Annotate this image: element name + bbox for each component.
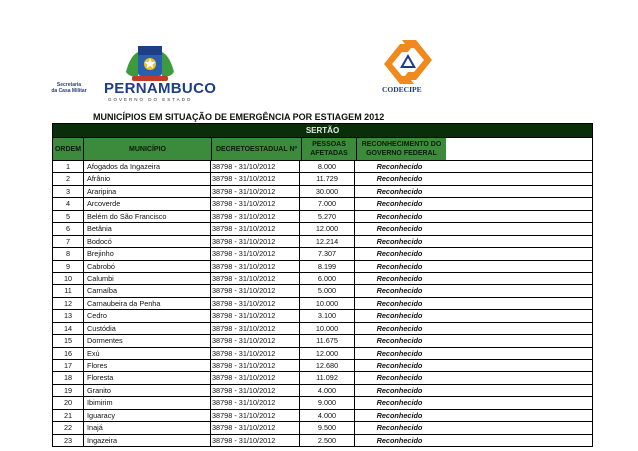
row-decreto: 38798 - 31/10/2012	[211, 397, 300, 408]
row-status: Reconhecido	[376, 336, 423, 346]
row-ordem: 9	[53, 261, 84, 272]
row-pessoas: 9.000	[300, 397, 355, 408]
row-status: Reconhecido	[376, 236, 423, 246]
row-ordem: 23	[53, 435, 84, 446]
row-municipio: Afrânio	[84, 173, 211, 184]
row-status: Reconhecido	[376, 261, 423, 271]
row-status: Reconhecido	[376, 162, 423, 171]
row-status: Reconhecido	[376, 211, 423, 221]
row-status: Reconhecido	[376, 286, 423, 296]
row-status: Reconhecido	[376, 186, 423, 196]
row-municipio: Exú	[84, 348, 211, 359]
row-ordem: 21	[53, 410, 84, 421]
row-municipio: Belém do São Francisco	[84, 211, 211, 222]
row-pessoas: 8.000	[300, 161, 355, 172]
row-status: Reconhecido	[376, 398, 423, 408]
row-municipio: Flores	[84, 360, 211, 371]
table-row	[53, 323, 592, 335]
row-pessoas: 11.092	[300, 372, 355, 383]
row-decreto: 38798 - 31/10/2012	[211, 385, 300, 396]
row-pessoas: 8.199	[300, 261, 355, 272]
row-pessoas: 3.100	[300, 310, 355, 321]
codecipe-logo-icon	[380, 40, 436, 84]
row-pessoas: 7.307	[300, 248, 355, 259]
row-ordem: 17	[53, 360, 84, 371]
row-ordem: 4	[53, 198, 84, 209]
row-pessoas: 12.000	[300, 223, 355, 234]
row-pessoas: 10.000	[300, 298, 355, 309]
table-header	[52, 138, 593, 161]
emergency-table	[52, 123, 593, 447]
row-decreto: 38798 - 31/10/2012	[211, 273, 300, 284]
row-decreto: 38798 - 31/10/2012	[211, 186, 300, 197]
row-status: Reconhecido	[376, 373, 423, 383]
row-status: Reconhecido	[376, 249, 423, 259]
document-title: MUNICÍPIOS EM SITUAÇÃO DE EMERGÊNCIA POR ESTIAGEM 2012	[93, 112, 385, 122]
table-row	[53, 348, 592, 360]
col-pessoas: PESSOAS AFETADAS	[302, 138, 357, 160]
row-municipio: Araripina	[84, 186, 211, 197]
table-row	[53, 186, 592, 198]
row-municipio: Calumbi	[84, 273, 211, 284]
row-ordem: 2	[53, 173, 84, 184]
col-reconhecimento: RECONHECIMENTO DO GOVERNO FEDERAL	[357, 138, 446, 160]
row-status: Reconhecido	[376, 311, 423, 321]
row-decreto: 38798 - 31/10/2012	[211, 248, 300, 259]
codecipe-label: CODECIPE	[382, 85, 422, 94]
row-ordem: 16	[53, 348, 84, 359]
row-pessoas: 6.000	[300, 273, 355, 284]
row-decreto: 38798 - 31/10/2012	[211, 372, 300, 383]
row-decreto: 38798 - 31/10/2012	[211, 360, 300, 371]
table-row	[53, 248, 592, 260]
table-body	[52, 161, 593, 447]
row-municipio: Arcoverde	[84, 198, 211, 209]
row-pessoas: 5.000	[300, 285, 355, 296]
row-decreto: 38798 - 31/10/2012	[211, 410, 300, 421]
row-municipio: Custódia	[84, 323, 211, 334]
row-municipio: Iguaracy	[84, 410, 211, 421]
table-row	[53, 161, 592, 173]
row-ordem: 13	[53, 310, 84, 321]
row-status: Reconhecido	[376, 323, 423, 333]
row-decreto: 38798 - 31/10/2012	[211, 261, 300, 272]
row-ordem: 10	[53, 273, 84, 284]
row-ordem: 14	[53, 323, 84, 334]
row-pessoas: 7.000	[300, 198, 355, 209]
row-ordem: 1	[53, 161, 84, 172]
table-row	[53, 285, 592, 297]
row-municipio: Dormentes	[84, 335, 211, 346]
col-decreto: DECRETOESTADUAL Nº	[212, 138, 302, 160]
row-municipio: Betânia	[84, 223, 211, 234]
row-pessoas: 12.000	[300, 348, 355, 359]
col-ordem: ORDEM	[53, 138, 84, 160]
table-row	[53, 335, 592, 347]
table-row	[53, 236, 592, 248]
row-ordem: 5	[53, 211, 84, 222]
row-status: Reconhecido	[376, 435, 423, 445]
row-pessoas: 12.214	[300, 236, 355, 247]
table-row	[53, 435, 592, 447]
table-row	[53, 273, 592, 285]
table-row	[53, 422, 592, 434]
row-status: Reconhecido	[376, 348, 423, 358]
table-row	[53, 397, 592, 409]
row-municipio: Granito	[84, 385, 211, 396]
row-ordem: 19	[53, 385, 84, 396]
secretaria-label	[44, 82, 94, 94]
row-status: Reconhecido	[376, 410, 423, 420]
row-pessoas: 11.729	[300, 173, 355, 184]
table-row	[53, 360, 592, 372]
row-pessoas: 4.000	[300, 410, 355, 421]
row-status: Reconhecido	[376, 174, 423, 184]
row-municipio: Inajá	[84, 422, 211, 433]
row-status: Reconhecido	[376, 385, 423, 395]
row-decreto: 38798 - 31/10/2012	[211, 173, 300, 184]
row-ordem: 8	[53, 248, 84, 259]
row-municipio: Cabrobó	[84, 261, 211, 272]
table-row	[53, 211, 592, 223]
table-row	[53, 298, 592, 310]
row-status: Reconhecido	[376, 423, 423, 433]
table-row	[53, 410, 592, 422]
region-header: SERTÃO	[52, 123, 593, 138]
row-ordem: 20	[53, 397, 84, 408]
row-municipio: Cedro	[84, 310, 211, 321]
row-ordem: 18	[53, 372, 84, 383]
row-decreto: 38798 - 31/10/2012	[211, 422, 300, 433]
table-row	[53, 261, 592, 273]
row-pessoas: 12.680	[300, 360, 355, 371]
row-pessoas: 2.500	[300, 435, 355, 446]
row-pessoas: 5.270	[300, 211, 355, 222]
row-status: Reconhecido	[376, 273, 423, 283]
row-municipio: Bodocó	[84, 236, 211, 247]
table-row	[53, 223, 592, 235]
row-decreto: 38798 - 31/10/2012	[211, 161, 300, 172]
table-row	[53, 173, 592, 185]
secretaria-line2: da Casa Militar	[51, 88, 87, 94]
row-municipio: Afogados da Ingazeira	[84, 161, 211, 172]
row-decreto: 38798 - 31/10/2012	[211, 298, 300, 309]
table-row	[53, 385, 592, 397]
row-status: Reconhecido	[376, 199, 423, 209]
row-decreto: 38798 - 31/10/2012	[211, 310, 300, 321]
brand-pernambuco: PERNAMBUCO	[104, 80, 217, 97]
row-ordem: 3	[53, 186, 84, 197]
row-status: Reconhecido	[376, 224, 423, 234]
row-decreto: 38798 - 31/10/2012	[211, 348, 300, 359]
row-status: Reconhecido	[376, 361, 423, 370]
row-decreto: 38798 - 31/10/2012	[211, 223, 300, 234]
row-municipio: Ingazeira	[84, 435, 211, 446]
row-pessoas: 10.000	[300, 323, 355, 334]
col-municipio: MUNICÍPIO	[84, 138, 212, 160]
row-municipio: Carnaíba	[84, 285, 211, 296]
secretaria-line1: Secretaria	[56, 82, 82, 88]
row-ordem: 11	[53, 285, 84, 296]
row-decreto: 38798 - 31/10/2012	[211, 435, 300, 446]
table-row	[53, 310, 592, 322]
row-municipio: Ibimirim	[84, 397, 211, 408]
row-pessoas: 11.675	[300, 335, 355, 346]
row-status: Reconhecido	[376, 298, 423, 308]
row-ordem: 22	[53, 422, 84, 433]
row-decreto: 38798 - 31/10/2012	[211, 285, 300, 296]
row-ordem: 15	[53, 335, 84, 346]
row-ordem: 6	[53, 223, 84, 234]
row-decreto: 38798 - 31/10/2012	[211, 211, 300, 222]
row-municipio: Brejinho	[84, 248, 211, 259]
row-decreto: 38798 - 31/10/2012	[211, 236, 300, 247]
row-decreto: 38798 - 31/10/2012	[211, 335, 300, 346]
table-row	[53, 372, 592, 384]
row-pessoas: 4.000	[300, 385, 355, 396]
row-decreto: 38798 - 31/10/2012	[211, 198, 300, 209]
row-ordem: 7	[53, 236, 84, 247]
row-ordem: 12	[53, 298, 84, 309]
table-row	[53, 198, 592, 210]
row-pessoas: 30.000	[300, 186, 355, 197]
brand-governo: GOVERNO DO ESTADO	[108, 97, 193, 102]
row-decreto: 38798 - 31/10/2012	[211, 323, 300, 334]
row-pessoas: 9.500	[300, 422, 355, 433]
row-municipio: Floresta	[84, 372, 211, 383]
row-municipio: Carnaubeira da Penha	[84, 298, 211, 309]
